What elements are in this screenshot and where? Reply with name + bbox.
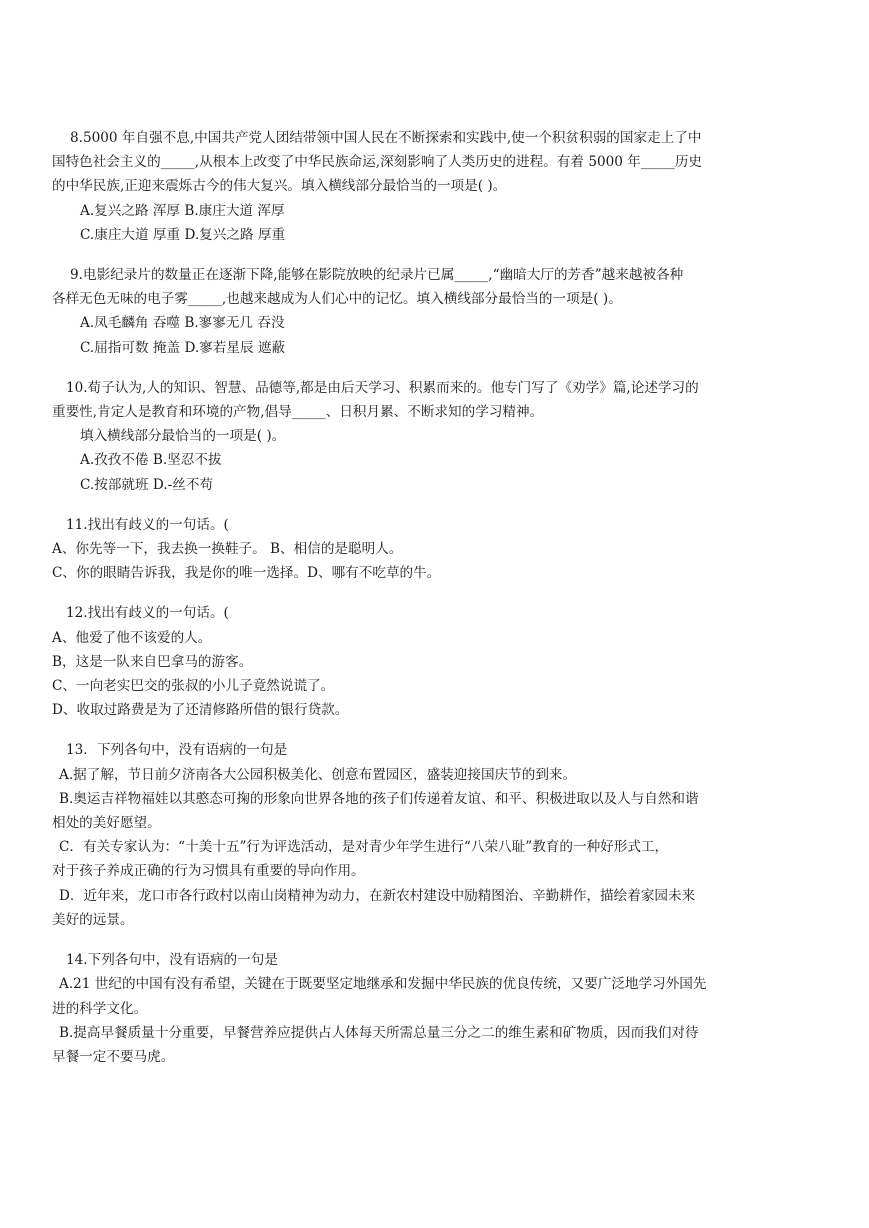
question-stem: 13．下列各句中，没有语病的一句是: [66, 742, 288, 759]
question-block: [52, 263, 822, 360]
question-stem: 9.电影纪录片的数量正在逐渐下降,能够在影院放映的纪录片已属_____,“幽暗大厅的芳香”越来越被各种: [70, 267, 684, 284]
question-line: C.屈指可数 掩盖 D.寥若星辰 遮蔽: [80, 339, 286, 356]
question-line: A.21 世纪的中国有没有希望，关键在于既要坚定地继承和发掘中华民族的优良传统，又要广泛地学习外国先: [59, 976, 707, 993]
question-line: A.凤毛麟角 吞噬 B.寥寥无几 吞没: [80, 315, 285, 332]
question-stem: 10.荀子认为,人的知识、智慧、品德等,都是由后天学习、积累而来的。他专门写了《劝学》篇,论述学习的: [66, 379, 699, 396]
question-line: B，这是一队来自巴拿马的游客。: [52, 653, 253, 670]
question-line: C.康庄大道 厚重 D.复兴之路 厚重: [80, 226, 286, 243]
question-line: B.奥运吉祥物福娃以其憨态可掬的形象向世界各地的孩子们传递着友谊、和平、积极进取以及人与自然和谐: [59, 790, 699, 807]
question-line: C．有关专家认为：“十美十五”行为评选活动，是对青少年学生进行“八荣八耻”教育的一种好形式工，: [59, 839, 669, 856]
question-line: 各样无色无味的电子雾_____,也越来越成为人们心中的记忆。填入横线部分最恰当的一项是( )。: [52, 291, 622, 308]
question-line: A、他爱了他不该爱的人。: [52, 629, 212, 646]
question-block: [52, 948, 822, 1069]
question-block: [52, 126, 822, 247]
document-page: [52, 126, 822, 1085]
question-line: 的中华民族,正迎来震烁古今的伟大复兴。填入横线部分最恰当的一项是( )。: [52, 178, 507, 195]
question-line: 填入横线部分最恰当的一项是( )。: [80, 428, 286, 445]
question-line: 早餐一定不要马虎。: [52, 1048, 175, 1065]
question-stem: 14.下列各句中，没有语病的一句是: [66, 952, 278, 969]
question-line: 进的科学文化。: [52, 1000, 148, 1017]
question-block: [52, 376, 822, 497]
question-line: 美好的远景。: [52, 911, 134, 928]
question-line: D．近年来，龙口市各行政村以南山岗精神为动力，在新农村建设中励精图治、辛勤耕作，描绘着家园未来: [59, 887, 696, 904]
question-stem: 11.找出有歧义的一句话。(: [66, 516, 229, 533]
question-line: C、你的眼睛告诉我，我是你的唯一选择。D、哪有不吃草的牛。: [52, 565, 441, 582]
question-line: D、收取过路费是为了还清修路所借的银行贷款。: [52, 702, 349, 719]
question-line: C、一向老实巴交的张叔的小儿子竟然说谎了。: [52, 678, 335, 695]
question-line: A.据了解，节日前夕济南各大公园积极美化、创意布置园区，盛装迎接国庆节的到来。: [59, 766, 577, 783]
question-line: B.提高早餐质量十分重要，早餐营养应提供占人体每天所需总量三分之二的维生素和矿物质，因而我们对待: [59, 1024, 699, 1041]
question-block: [52, 738, 822, 932]
question-line: 国特色社会主义的_____,从根本上改变了中华民族命运,深刻影响了人类历史的进程。有着 5000 年_____历史: [52, 154, 703, 171]
question-line: 重要性,肯定人是教育和环境的产物,倡导_____、日积月累、不断求知的学习精神。: [52, 404, 544, 421]
question-line: 对于孩子养成正确的行为习惯具有重要的导向作用。: [52, 863, 365, 880]
question-line: A.复兴之路 浑厚 B.康庄大道 浑厚: [80, 202, 285, 219]
question-line: A.孜孜不倦 B.坚忍不拔: [80, 452, 222, 469]
question-line: A、你先等一下，我去换一换鞋子。 B、相信的是聪明人。: [52, 541, 403, 558]
question-line: 相处的美好愿望。: [52, 815, 161, 832]
question-block: [52, 513, 822, 586]
question-stem: 8.5000 年自强不息,中国共产党人团结带领中国人民在不断探索和实践中,使一个积贫积弱的国家走上了中: [70, 130, 702, 146]
question-block: [52, 601, 822, 722]
question-line: C.按部就班 D.-丝不苟: [80, 476, 214, 493]
question-stem: 12.找出有歧义的一句话。(: [66, 605, 229, 622]
